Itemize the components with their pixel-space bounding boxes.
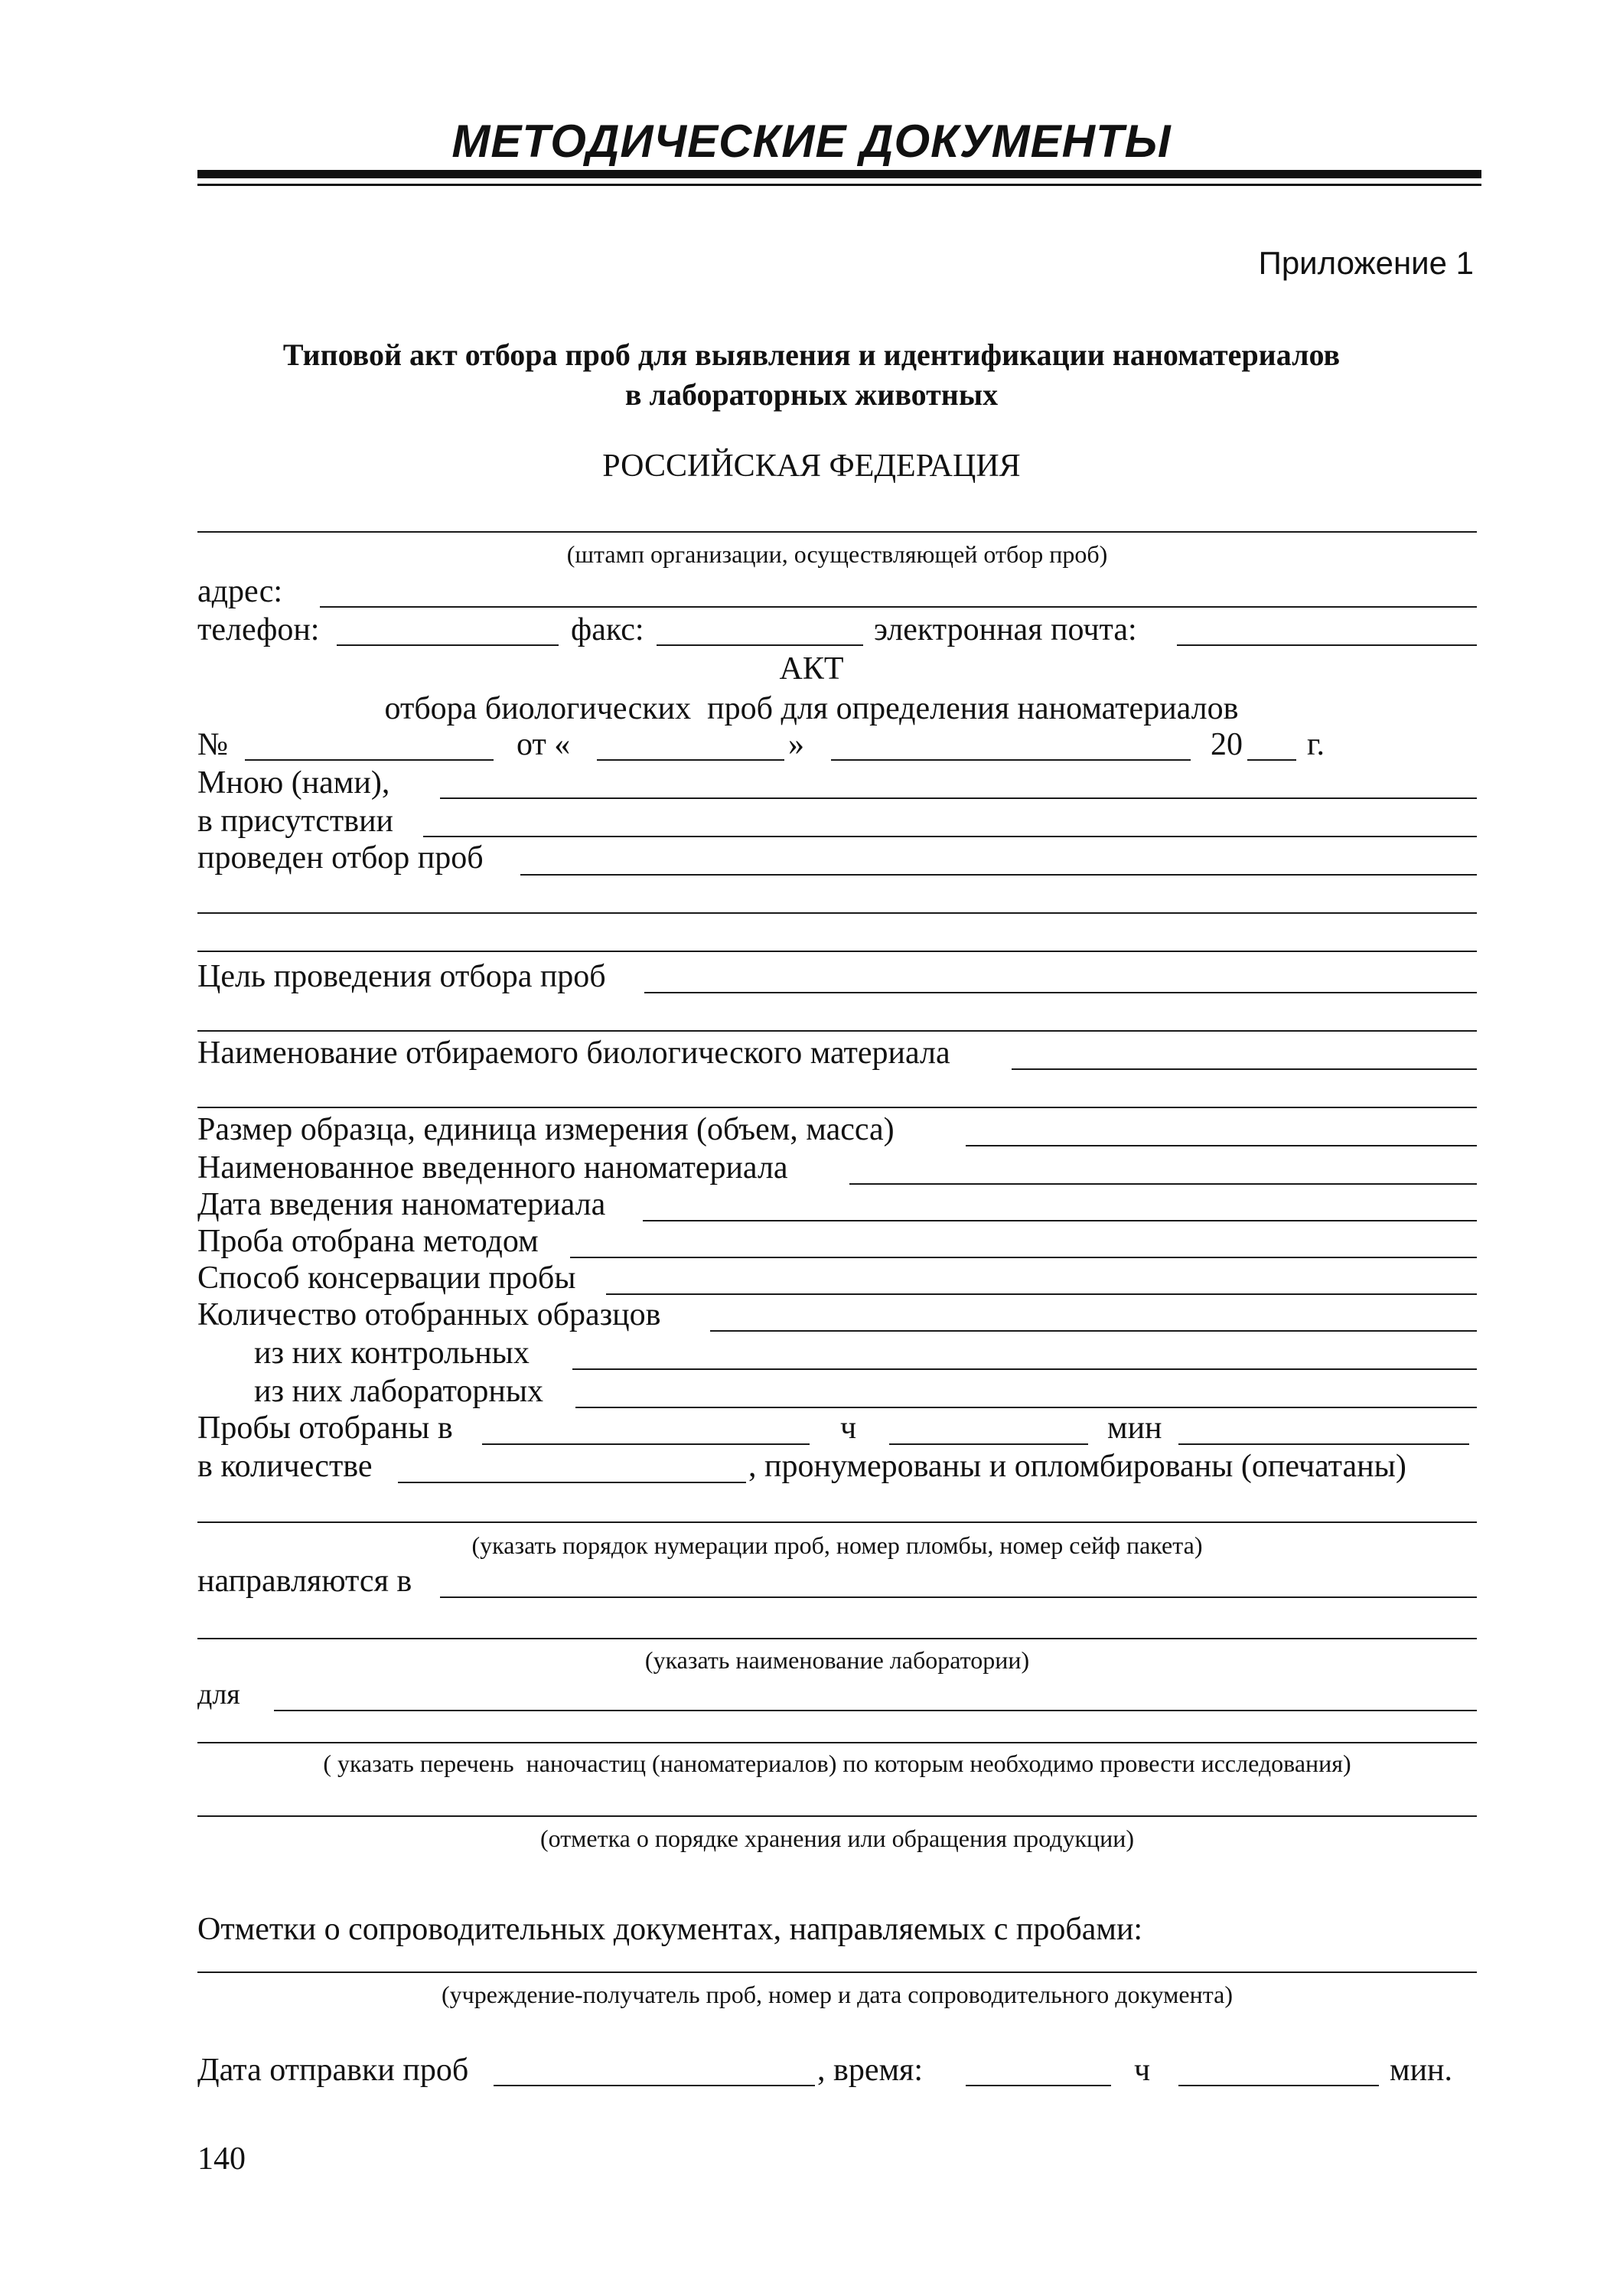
count-field[interactable] bbox=[710, 1330, 1477, 1332]
document-title-line-1: Типовой акт отбора проб для выявления и идентификации наноматериалов bbox=[282, 338, 1341, 372]
sent-to-field[interactable] bbox=[440, 1596, 1477, 1598]
dispatch-hours-field[interactable] bbox=[966, 2085, 1111, 2086]
sampling-done-label: проведен отбор проб bbox=[197, 840, 484, 876]
for-label: для bbox=[197, 1678, 240, 1711]
nanoparticles-caption: ( указать перечень наночастиц (наноматериалов) по которым необходимо провести исследования) bbox=[323, 1750, 1351, 1777]
storage-caption: (отметка о порядке хранения или обращения продукции) bbox=[539, 1825, 1135, 1852]
header-rule-thin bbox=[197, 184, 1481, 186]
phone-field[interactable] bbox=[337, 644, 559, 646]
sampling-done-field-3[interactable] bbox=[197, 951, 1477, 952]
number-sign: № bbox=[197, 727, 229, 762]
dispatch-hours-label: ч bbox=[1134, 2053, 1151, 2088]
email-label: электронная почта: bbox=[874, 612, 1137, 647]
act-number-field[interactable] bbox=[245, 759, 494, 761]
sample-size-label: Размер образца, единица измерения (объем, масса) bbox=[197, 1112, 895, 1147]
sampling-done-field[interactable] bbox=[520, 874, 1477, 876]
address-field[interactable] bbox=[320, 606, 1477, 608]
in-presence-label: в присутствии bbox=[197, 804, 394, 839]
conservation-field[interactable] bbox=[606, 1293, 1477, 1295]
phone-label: телефон: bbox=[197, 612, 320, 647]
laboratory-label: из них лабораторных bbox=[254, 1374, 544, 1409]
accompanying-docs-label: Отметки о сопроводительных документах, направляемых с пробами: bbox=[197, 1912, 1143, 1947]
dispatch-date-field[interactable] bbox=[494, 2085, 815, 2086]
fax-label: факс: bbox=[571, 612, 644, 647]
page-number: 140 bbox=[197, 2141, 246, 2177]
control-label: из них контрольных bbox=[254, 1336, 530, 1371]
journal-header-title: МЕТОДИЧЕСКИЕ ДОКУМЕНТЫ bbox=[451, 116, 1172, 167]
material-name-field-2[interactable] bbox=[197, 1107, 1477, 1108]
count-label: Количество отобранных образцов bbox=[197, 1297, 661, 1332]
nanomaterial-name-label: Наименованное введенного наноматериала bbox=[197, 1150, 788, 1186]
stamp-caption: (штамп организации, осуществляющей отбор проб) bbox=[566, 540, 1108, 568]
intro-date-label: Дата введения наноматериала bbox=[197, 1187, 606, 1222]
control-field[interactable] bbox=[572, 1368, 1477, 1370]
taken-hours-label: ч bbox=[840, 1411, 857, 1446]
taken-at-label: Пробы отобраны в bbox=[197, 1411, 453, 1446]
intro-date-field[interactable] bbox=[643, 1220, 1477, 1221]
date-day-field[interactable] bbox=[597, 759, 784, 761]
sent-to-label: направляются в bbox=[197, 1564, 412, 1599]
act-title: АКТ bbox=[779, 651, 844, 687]
dispatch-date-label: Дата отправки проб bbox=[197, 2053, 469, 2088]
email-field[interactable] bbox=[1177, 644, 1477, 646]
nanomaterial-name-field[interactable] bbox=[849, 1183, 1477, 1185]
sample-size-field[interactable] bbox=[966, 1145, 1477, 1146]
year-suffix: г. bbox=[1307, 727, 1325, 762]
dispatch-minutes-label: мин. bbox=[1390, 2053, 1453, 2088]
numbered-sealed-text: , пронумерованы и опломбированы (опечатаны) bbox=[748, 1449, 1406, 1484]
address-label: адрес: bbox=[197, 574, 283, 609]
by-me-label: Мною (нами), bbox=[197, 765, 390, 801]
for-field[interactable] bbox=[274, 1710, 1477, 1711]
purpose-label: Цель проведения отбора проб bbox=[197, 959, 606, 994]
year-field[interactable] bbox=[1247, 759, 1296, 761]
quote-close: » bbox=[788, 727, 804, 762]
numbering-caption: (указать порядок нумерации проб, номер пломбы, номер сейф пакета) bbox=[471, 1531, 1203, 1559]
method-field[interactable] bbox=[570, 1257, 1477, 1258]
recipient-caption: (учреждение-получатель проб, номер и дата сопроводительного документа) bbox=[442, 1981, 1233, 2008]
by-me-field[interactable] bbox=[440, 797, 1477, 799]
date-month-field[interactable] bbox=[831, 759, 1191, 761]
lab-name-line[interactable] bbox=[197, 1638, 1477, 1639]
material-name-label: Наименование отбираемого биологического материала bbox=[197, 1035, 950, 1071]
material-name-field[interactable] bbox=[1012, 1068, 1477, 1070]
conservation-label: Способ консервации пробы bbox=[197, 1261, 576, 1296]
sampling-done-field-2[interactable] bbox=[197, 912, 1477, 914]
method-label: Проба отобрана методом bbox=[197, 1224, 539, 1259]
in-presence-field[interactable] bbox=[423, 836, 1477, 837]
storage-line[interactable] bbox=[197, 1815, 1477, 1817]
date-from-label: от « bbox=[517, 727, 571, 762]
purpose-field[interactable] bbox=[644, 992, 1477, 993]
lab-name-caption: (указать наименование лаборатории) bbox=[644, 1646, 1030, 1674]
nanoparticles-line[interactable] bbox=[197, 1742, 1477, 1743]
recipient-line[interactable] bbox=[197, 1971, 1477, 1973]
taken-at-field[interactable] bbox=[482, 1443, 810, 1445]
dispatch-time-label: , время: bbox=[817, 2053, 924, 2088]
fax-field[interactable] bbox=[657, 644, 863, 646]
year-prefix: 20 bbox=[1211, 727, 1243, 762]
taken-minutes-label: мин bbox=[1107, 1411, 1162, 1446]
act-subtitle: отбора биологических проб для определения наноматериалов bbox=[384, 691, 1239, 726]
numbering-line[interactable] bbox=[197, 1521, 1477, 1523]
header-rule-thick bbox=[197, 170, 1481, 178]
purpose-field-2[interactable] bbox=[197, 1030, 1477, 1032]
quantity-label: в количестве bbox=[197, 1449, 373, 1484]
stamp-line[interactable] bbox=[197, 531, 1477, 533]
country-name: РОССИЙСКАЯ ФЕДЕРАЦИЯ bbox=[602, 448, 1021, 484]
taken-minutes-field[interactable] bbox=[1178, 1443, 1469, 1445]
document-title-line-2: в лабораторных животных bbox=[624, 377, 999, 412]
taken-hours-field[interactable] bbox=[889, 1443, 1088, 1445]
appendix-label: Приложение 1 bbox=[1258, 245, 1474, 281]
laboratory-field[interactable] bbox=[575, 1407, 1477, 1408]
quantity-field[interactable] bbox=[398, 1482, 746, 1483]
dispatch-minutes-field[interactable] bbox=[1178, 2085, 1379, 2086]
